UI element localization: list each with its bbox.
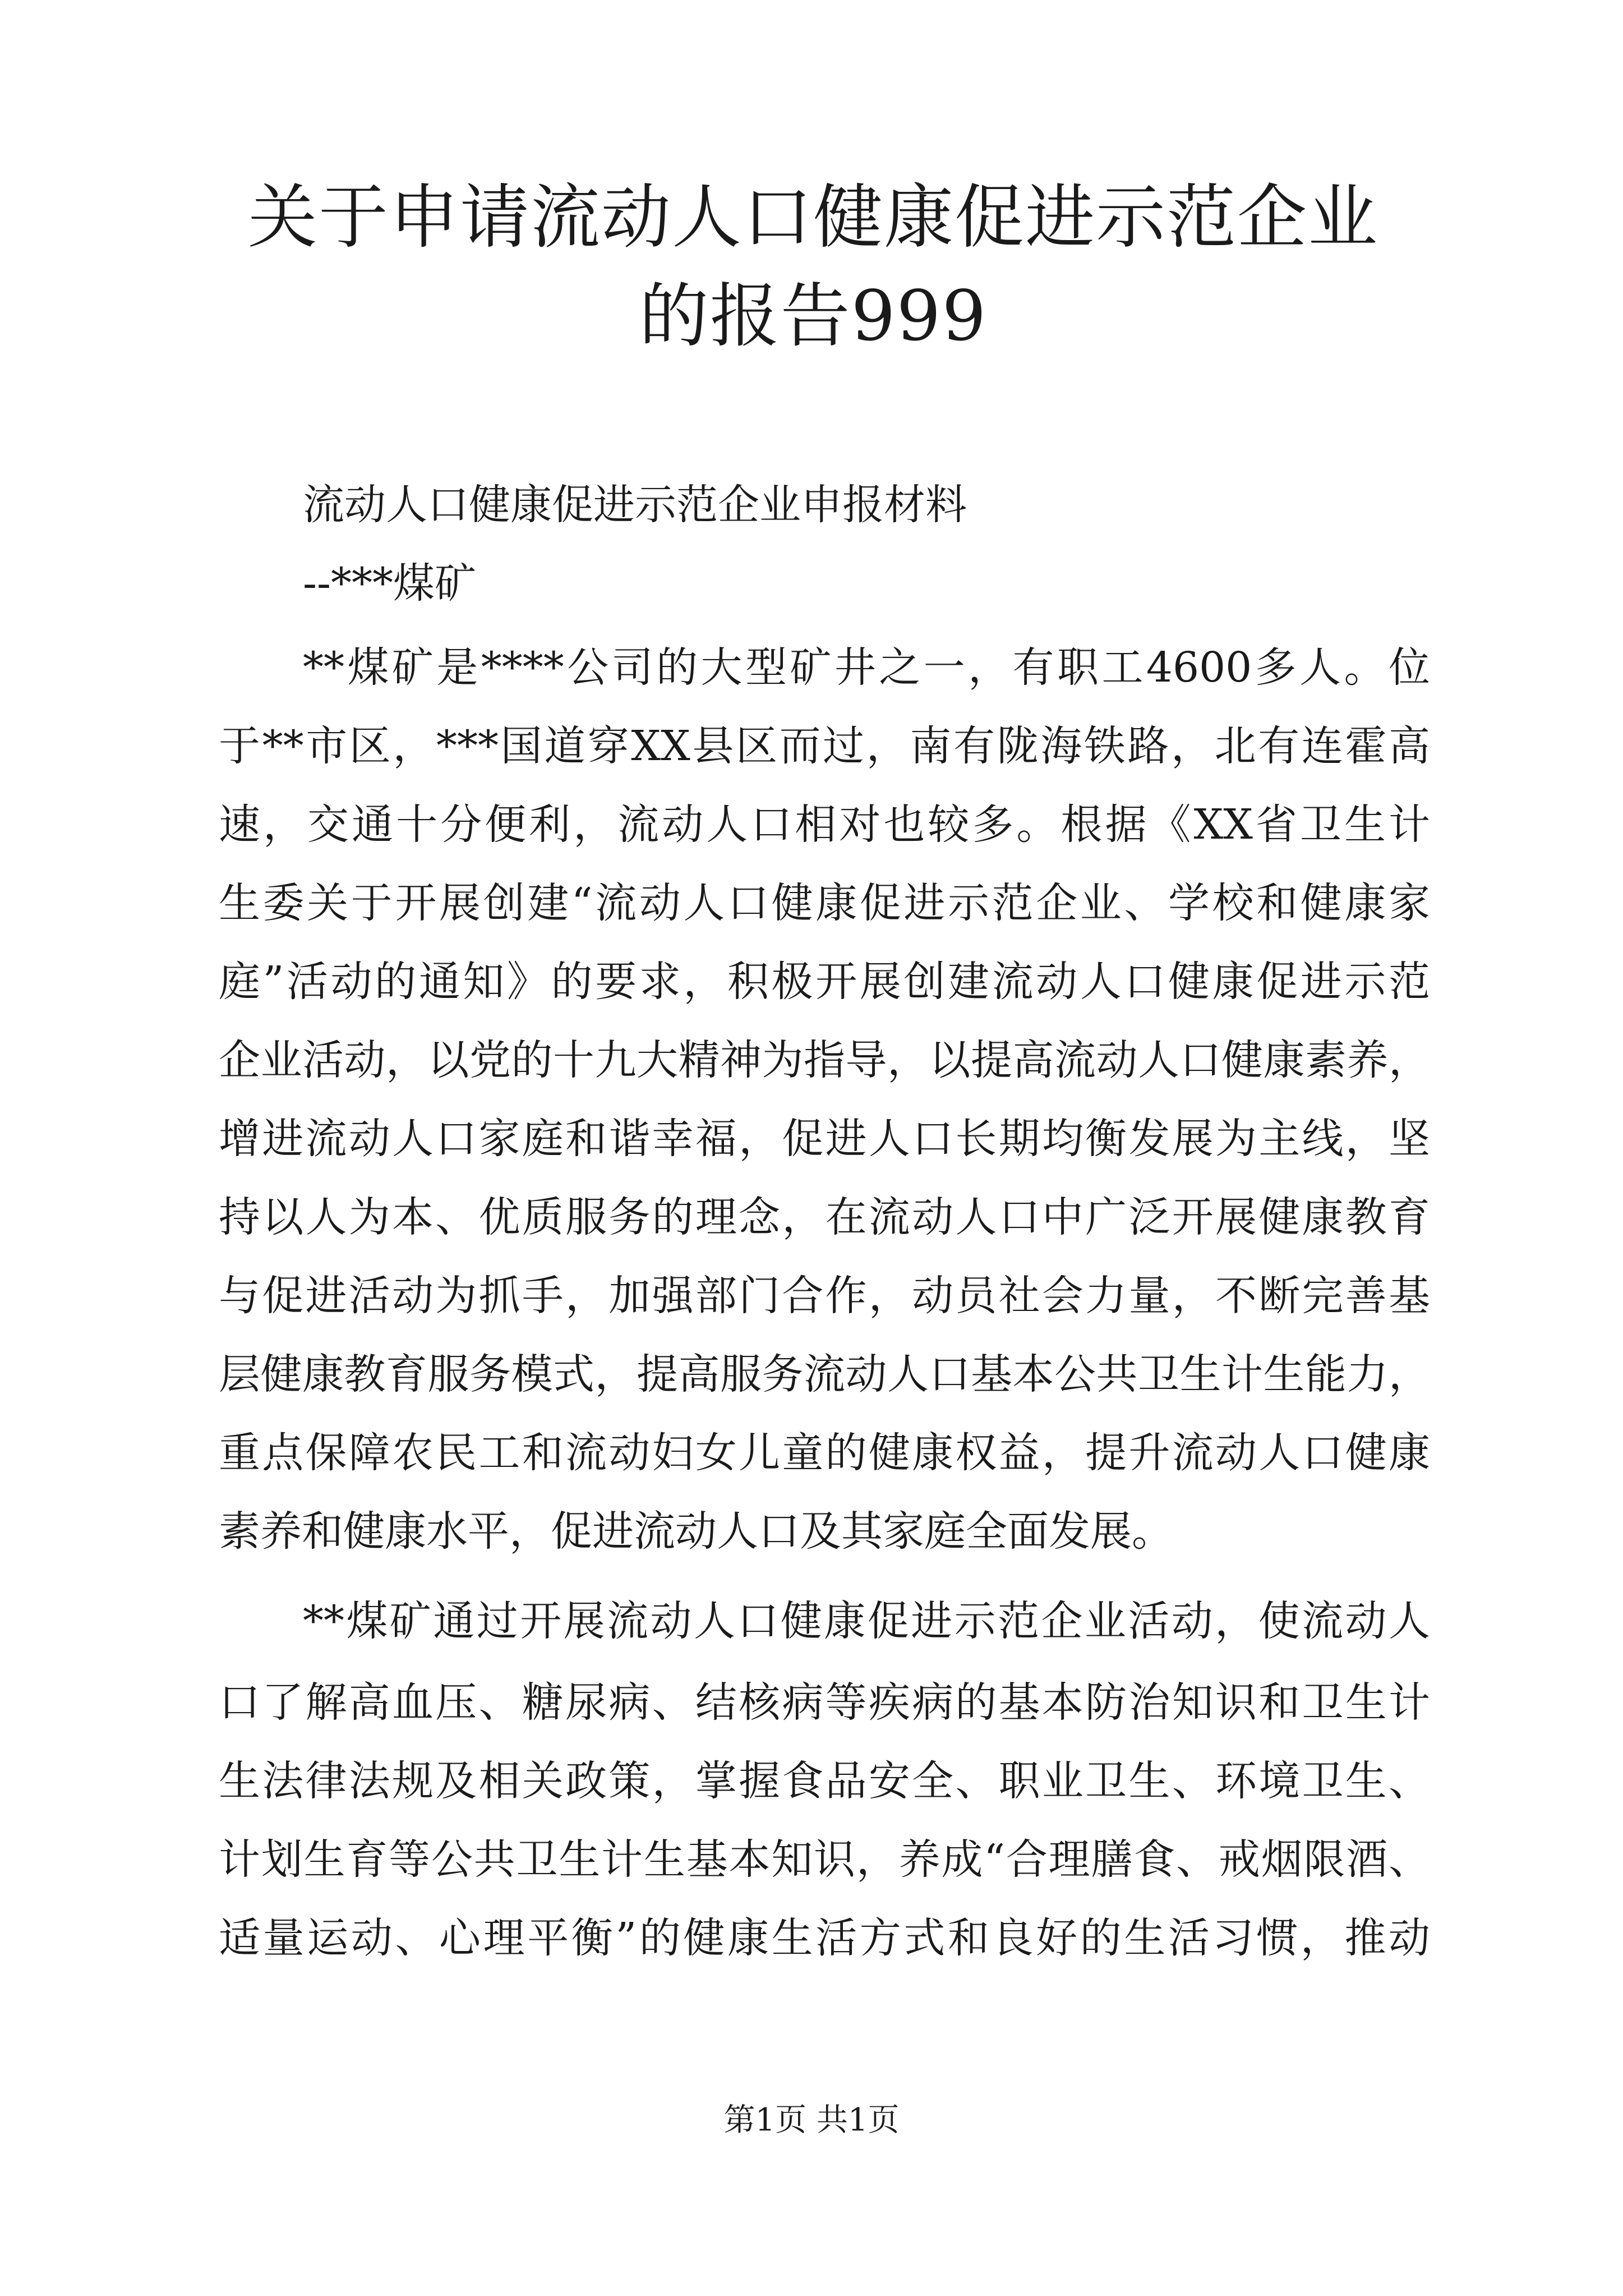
paragraph-line: **煤矿是****公司的大型矿井之一，有职工4600多人。位 xyxy=(303,643,1430,692)
paragraph-line: 生委关于开展创建“流动人口健康促进示范企业、学校和健康家 xyxy=(219,879,1430,927)
paragraph-line: 于**市区，***国道穿XX县区而过，南有陇海铁路，北有连霍高 xyxy=(219,722,1430,770)
author-line: --***煤矿 xyxy=(303,559,477,608)
document-title: 关于申请流动人口健康促进示范企业的报告999 xyxy=(247,177,1378,357)
paragraph-line: 与促进活动为抓手，加强部门合作，动员社会力量，不断完善基 xyxy=(219,1272,1430,1320)
paragraph-line: **煤矿通过开展流动人口健康促进示范企业活动，使流动人 xyxy=(303,1597,1430,1645)
paragraph-line: 层健康教育服务模式，提高服务流动人口基本公共卫生计生能力， xyxy=(219,1350,1430,1398)
paragraph-line: 企业活动，以党的十九大精神为指导，以提高流动人口健康素养， xyxy=(219,1036,1430,1084)
paragraph-line: 重点保障农民工和流动妇女儿童的健康权益，提升流动人口健康 xyxy=(219,1429,1430,1477)
paragraph-line: 口了解高血压、糖尿病、结核病等疾病的基本防治知识和卫生计 xyxy=(219,1678,1430,1727)
paragraph-line: 生法律法规及相关政策，掌握食品安全、职业卫生、环境卫生、 xyxy=(219,1757,1430,1805)
paragraph-line: 庭”活动的通知》的要求，积极开展创建流动人口健康促进示范 xyxy=(219,958,1430,1006)
paragraph-line: 增进流动人口家庭和谐幸福，促进人口长期均衡发展为主线，坚 xyxy=(219,1115,1430,1163)
paragraph-line: 适量运动、心理平衡”的健康生活方式和良好的生活习惯，推动 xyxy=(219,1914,1430,1962)
paragraph-line: 素养和健康水平，促进流动人口及其家庭全面发展。 xyxy=(219,1507,1173,1556)
document-subtitle: 流动人口健康促进示范企业申报材料 xyxy=(303,481,967,529)
paragraph-line: 计划生育等公共卫生计生基本知识，养成“合理膳食、戒烟限酒、 xyxy=(219,1835,1430,1884)
paragraph-line: 持以人为本、优质服务的理念，在流动人口中广泛开展健康教育 xyxy=(219,1193,1430,1241)
page-footer: 第1页 共1页 xyxy=(723,2102,900,2138)
paragraph-line: 速，交通十分便利，流动人口相对也较多。根据《XX省卫生计 xyxy=(219,800,1430,849)
